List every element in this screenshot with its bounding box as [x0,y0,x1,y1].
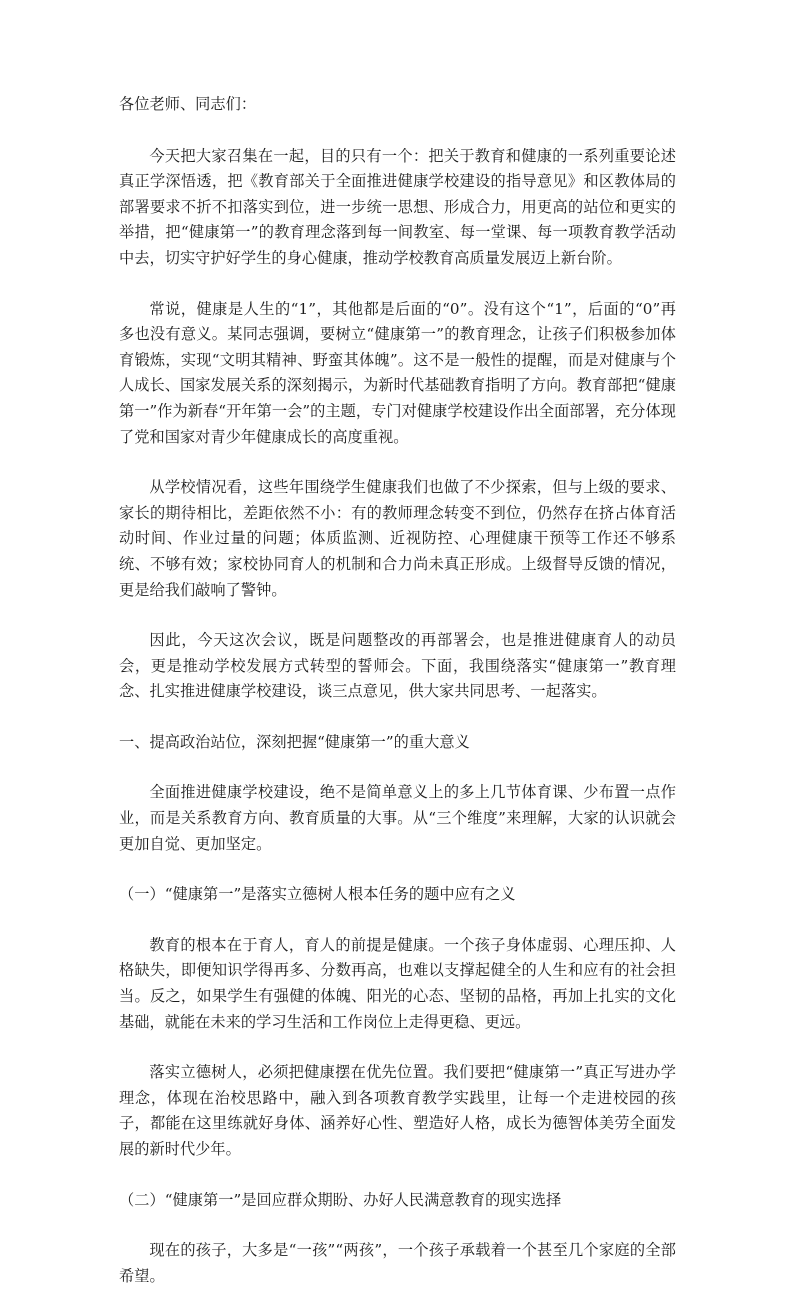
spacer [119,705,676,730]
subsection-heading-1: （一）“健康第一”是落实立德树人根本任务的题中应有之义 [119,885,516,904]
paragraph-7: 落实立德树人，必须把健康摆在优先位置。我们要把“健康第一”真正写进办学理念，体现在治校思路中，融入到各项教育教学实践里，让每一个走进校园的孩子，都能在这里练就好身体、涵养好心性、塑造好人格，成长为德智体美劳全面发展的新时代少年。 [119,1063,676,1158]
spacer [119,1213,676,1238]
spacer [119,603,676,628]
subsection-heading-2: （二）“健康第一”是回应群众期盼、办好人民满意教育的现实选择 [119,1190,562,1209]
spacer [119,272,676,297]
spacer [119,1163,676,1188]
paragraph-6: 教育的根本在于育人，育人的前提是健康。一个孩子身体虚弱、心理压抑、人格缺失，即便知识学得再多、分数再高，也难以支撑起健全的人生和应有的社会担当。反之，如果学生有强健的体魄、阳光的心态、坚韧的品格，再加上扎实的文化基础，就能在未来的学习生活和工作岗位上走得更稳、更远。 [119,935,676,1031]
spacer [119,118,676,144]
spacer [119,908,676,933]
spacer [119,450,676,475]
paragraph-1: 今天把大家召集在一起，目的只有一个：把关于教育和健康的一系列重要论述真正学深悟透，把《教育部关于全面推进健康学校建设的指导意见》和区教体局的部署要求不折不扣落实到位，进一步统一思想、形成合力，用更高的站位和更实的举措，把“健康第一”的教育理念落到每一间教室、每一堂课、每一项教育教学活动中去，切实守护好学生的身心健康，推动学校教育高质量发展迈上新台阶。 [119,146,676,267]
spacer [119,857,676,882]
section-heading-1: 一、提高政治站位，深刻把握“健康第一”的重大意义 [119,732,470,751]
paragraph-4: 因此，今天这次会议，既是问题整改的再部署会，也是推进健康育人的动员会，更是推动学校发展方式转型的誓师会。下面，我围绕落实“健康第一”教育理念、扎实推进健康学校建设，谈三点意见，供大家共同思考、一起落实。 [119,631,676,701]
salutation: 各位老师、同志们： [119,95,257,113]
paragraph-3: 从学校情况看，这些年围绕学生健康我们也做了不少探索，但与上级的要求、家长的期待相比，差距依然不小：有的教师理念转变不到位，仍然存在挤占体育活动时间、作业过量的问题；体质监测、近视防控、心理健康干预等工作还不够系统、不够有效；家校协同育人的机制和合力尚未真正形成。上级督导反馈的情况，更是给我们敲响了警钟。 [119,478,676,599]
document-body [119,92,676,1289]
spacer [119,1035,676,1060]
paragraph-8: 现在的孩子，大多是“一孩”“两孩”，一个孩子承载着一个甚至几个家庭的全部希望。 [119,1241,676,1285]
spacer [119,755,676,780]
paragraph-5: 全面推进健康学校建设，绝不是简单意义上的多上几节体育课、少布置一点作业，而是关系教育方向、教育质量的大事。从“三个维度”来理解，大家的认识就会更加自觉、更加坚定。 [119,783,676,853]
paragraph-2: 常说，健康是人生的“1”，其他都是后面的“0”。没有这个“1”，后面的“0”再多也没有意义。某同志强调，要树立“健康第一”的教育理念，让孩子们积极参加体育锻炼，实现“文明其精神、野蛮其体魄”。这不是一般性的提醒，而是对健康与个人成长、国家发展关系的深刻揭示，为新时代基础教育指明了方向。教育部把“健康第一”作为新春“开年第一会”的主题，专门对健康学校建设作出全面部署，充分体现了党和国家对青少年健康成长的高度重视。 [119,299,676,446]
